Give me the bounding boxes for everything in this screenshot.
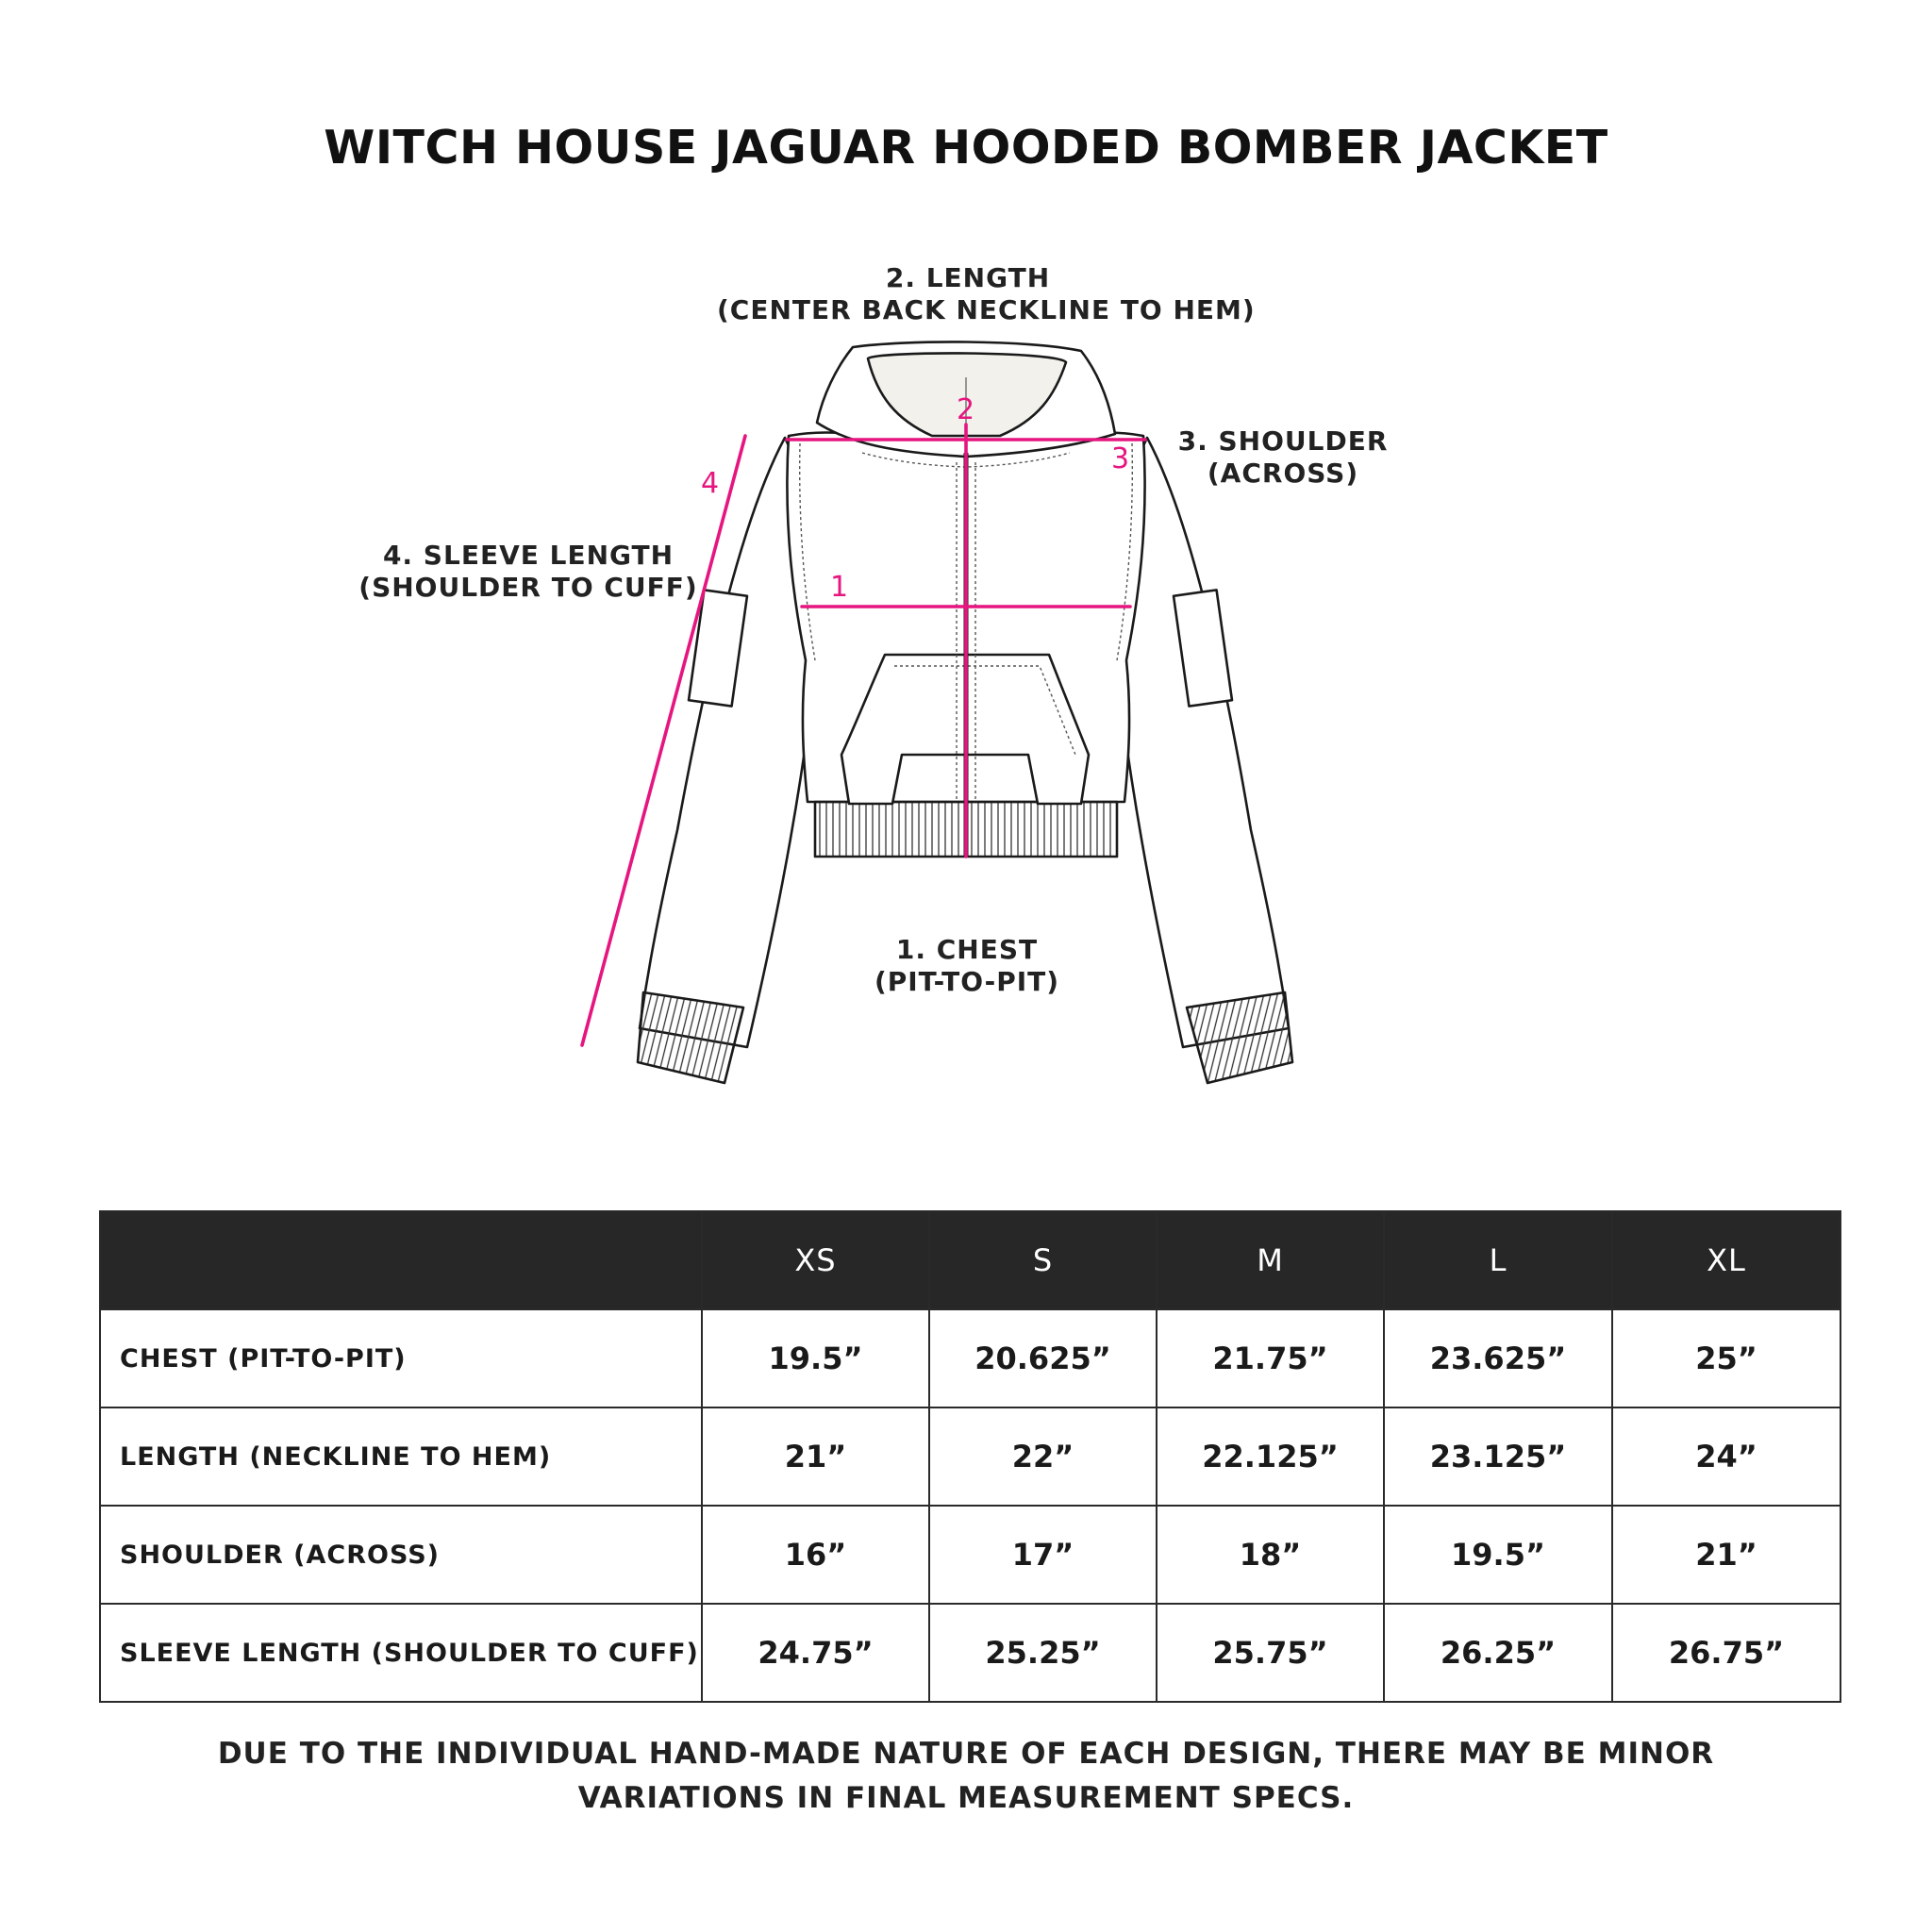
table-cell: 26.25” bbox=[1384, 1604, 1612, 1702]
header-cell-m: M bbox=[1157, 1211, 1384, 1309]
table-cell: 26.75” bbox=[1612, 1604, 1840, 1702]
row-label: LENGTH (NECKLINE TO HEM) bbox=[100, 1407, 702, 1506]
table-row bbox=[100, 1309, 1840, 1407]
page-title: WITCH HOUSE JAGUAR HOODED BOMBER JACKET bbox=[324, 121, 1608, 175]
header-cell-s: S bbox=[929, 1211, 1157, 1309]
table-cell: 24.75” bbox=[702, 1604, 929, 1702]
table-row bbox=[100, 1604, 1840, 1702]
table-cell: 22” bbox=[929, 1407, 1157, 1506]
chest-label: 1. CHEST (PIT-TO-PIT) bbox=[874, 934, 1060, 997]
table-cell: 17” bbox=[929, 1506, 1157, 1604]
table-row bbox=[100, 1407, 1840, 1506]
header-cell-xl: XL bbox=[1612, 1211, 1840, 1309]
table-cell: 18” bbox=[1157, 1506, 1384, 1604]
table-cell: 24” bbox=[1612, 1407, 1840, 1506]
left-sleeve bbox=[640, 438, 809, 1047]
table-cell: 25.75” bbox=[1157, 1604, 1384, 1702]
table-cell: 25.25” bbox=[929, 1604, 1157, 1702]
table-cell: 22.125” bbox=[1157, 1407, 1384, 1506]
table-cell: 16” bbox=[702, 1506, 929, 1604]
marker-2: 2 bbox=[957, 393, 975, 426]
marker-4: 4 bbox=[701, 467, 720, 500]
header-cell-l: L bbox=[1384, 1211, 1612, 1309]
right-sleeve bbox=[1123, 438, 1289, 1047]
table-cell: 19.5” bbox=[1384, 1506, 1612, 1604]
right-cuff bbox=[1187, 992, 1292, 1083]
table-cell: 21” bbox=[702, 1407, 929, 1506]
row-label: SHOULDER (ACROSS) bbox=[100, 1506, 702, 1604]
marker-3: 3 bbox=[1111, 442, 1130, 475]
table-cell: 25” bbox=[1612, 1309, 1840, 1407]
table-cell: 21.75” bbox=[1157, 1309, 1384, 1407]
sleeve-label: 4. SLEEVE LENGTH (SHOULDER TO CUFF) bbox=[358, 540, 698, 603]
table-cell: 21” bbox=[1612, 1506, 1840, 1604]
marker-1: 1 bbox=[830, 571, 849, 604]
table-row bbox=[100, 1506, 1840, 1604]
shoulder-label: 3. SHOULDER (ACROSS) bbox=[1177, 425, 1389, 489]
size-chart-table bbox=[99, 1210, 1841, 1703]
left-cuff bbox=[638, 992, 743, 1083]
row-label: CHEST (PIT-TO-PIT) bbox=[100, 1309, 702, 1407]
row-label: SLEEVE LENGTH (SHOULDER TO CUFF) bbox=[100, 1604, 702, 1702]
table-header-row bbox=[100, 1211, 1840, 1309]
table-cell: 23.625” bbox=[1384, 1309, 1612, 1407]
table-cell: 20.625” bbox=[929, 1309, 1157, 1407]
table-cell: 19.5” bbox=[702, 1309, 929, 1407]
length-label: 2. LENGTH (CENTER BACK NECKLINE TO HEM) bbox=[717, 262, 1256, 325]
disclaimer-note: DUE TO THE INDIVIDUAL HAND-MADE NATURE OF EACH DESIGN, THERE MAY BE MINOR VARIATIONS IN FINAL MEASUREMENT SPECS. bbox=[217, 1737, 1715, 1815]
table-cell: 23.125” bbox=[1384, 1407, 1612, 1506]
header-cell bbox=[100, 1211, 702, 1309]
header-cell-xs: XS bbox=[702, 1211, 929, 1309]
